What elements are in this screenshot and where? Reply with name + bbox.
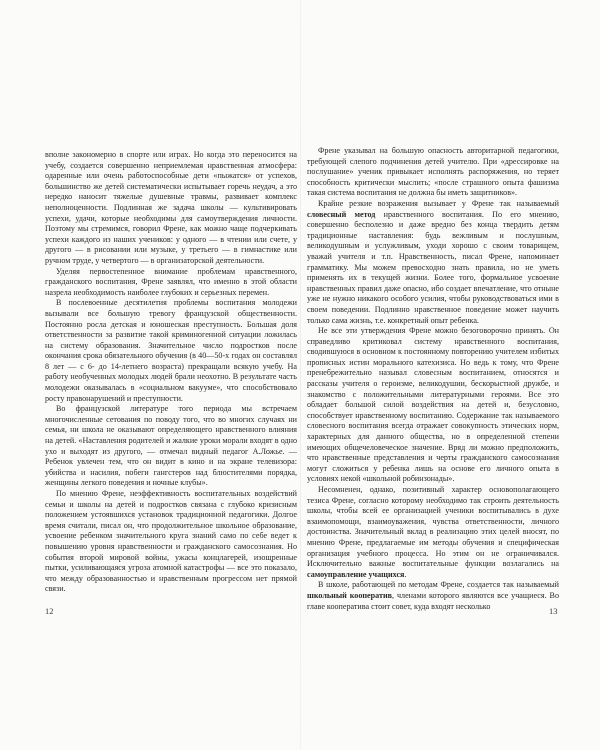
- paragraph: Крайне резкие возражения вызывает у Френе так называемый словесный метод нравственного воспитания. По его мнению, совершенно бесполезно и даже вредно без конца твердить детям традиционные наставления: будь вежливым и послушным, великодушным и услужливым, уходи хорошо с своим товарищем, уважай учителя и т.п. Нравственность, писал Френе, напоминает грамматику. Мы можем превосходно знать правила, но не уметь применять их в текущей жизни. Более того, формальное усвоение нравственных правил даже опасно, ибо создает впечатление, что отныне уже не нужно никакого особого усилия, чтобы руководствоваться ими в своем поведении. Подлинно нравственное поведение может научить только сама жизнь, т.е. конкретный опыт ребенка.: [307, 198, 559, 325]
- paragraph: Несомненен, однако, позитивный характер основополагающего тезиса Френе, согласно которому необходимо так строить деятельность школы, чтобы всей ее организацией ученики воспитывались в духе взаимопомощи, взаимоуважения, чувства ответственности, личного достоинства. Значительный вклад в реализацию этих целей вносят, по мнению Френе, предлагаемые им методы обучения и специфическая организация учебного процесса. Но этим он не ограничивался. Исключительно важные воспитательные функции возлагались на самоуправление учащихся.: [307, 485, 559, 579]
- paragraph: Френе указывал на большую опасность авторитарной педагогики, требующей слепого подчинения детей учителю. При «дрессировке на послушание» ученик привыкает исполнять распоряжения, но теряет способность критически мыслить; «после страшного опыта фашизма такая система воспитания не должна бы иметь защитников».: [307, 146, 559, 198]
- gutter: [300, 0, 301, 750]
- paragraph: Во французской литературе того периода мы встречаем многочисленные сетования по поводу того, что во многих случаях ни семья, ни школа не оказывают определяющего нравственного влияния на детей. «Наставления родителей и жалкие уроки морали входят в одно ухо и выходят из другого, — отмечал видный педагог А.Ложье. — Ребенок увлечен тем, что он видит в кино и на экране телевизора: убийства и насилия, побеги гангстеров над блюстителями порядка, женщины легкого поведения и ночные клубы».: [45, 404, 297, 488]
- paragraph: По мнению Френе, неэффективность воспитательных воздействий семьи и школы на детей и подростков связана с глубоко кризисным положением устоявшихся установок традиционной педагогики. Долгое время считали, писал он, что продолжительное школьное образование, усвоение ребенком значительного круга знаний само по себе ведет к повышению уровня нравственности и гражданского самосознания. Но события второй мировой войны, ужасы концлагерей, изощренные пытки, усиливающаяся угроза атомной катастрофы — все это показало, что между образованностью и нравственным прогрессом нет прямой связи.: [45, 489, 297, 594]
- paragraph: вполне закономерно в спорте или играх. Но когда это переносится на учебу, создается совершенно неприемлемая нравственная атмосфера: одаренные или очень работоспособные дети «пыжатся» от успехов, большинство же детей систематически испытывает горечь неудач, а это нередко наносит тяжелые душевные травмы, развивает комплекс неполноценности. Подлинная же задача школы — культивировать успехи, удачи, которые необходимы для самоутверждения личности. Поэтому мы стремимся, говорил Френе, как можно чаще подчеркивать успехи каждого из наших учеников: у одного — в чтении или счете, у другого — в рисовании или музыке, у третьего — в гимнастике или ручном труде, у четвертого — в организаторской деятельности.: [45, 150, 297, 265]
- paragraph: В школе, работающей по методам Френе, создается так называемый школьный кооператив, членами которого являются все учащиеся. Во главе кооператива стоит совет, куда входят несколько: [307, 580, 559, 611]
- paragraph: Уделяя первостепенное внимание проблемам нравственного, гражданского воспитания, Френе заявлял, что именно в этой области назрела необходимость наиболее глубоких и серьезных перемен.: [45, 266, 297, 297]
- page-number-right: 13: [549, 606, 558, 616]
- left-page-text: [45, 150, 297, 595]
- right-page-text: [307, 146, 559, 612]
- page-number-left: 12: [45, 606, 54, 616]
- paragraph: В послевоенные десятилетия проблемы воспитания молодежи вызывали все большую тревогу французской общественности. Постоянно росла детская и юношеская преступность. Большая доля ответственности за развитие такой криминогенной ситуации ложилась на систему образования. Значительное число подростков после окончания срока обязательного обучения (в 40—50-х годах он составлял 8 лет — с 6- до 14-летнего возраста) прекращали всякую учебу. На работу необученных молодых людей брали неохотно. В результате часть молодежи оказывалась в «социальном вакууме», что способствовало росту правонарушений и преступности.: [45, 298, 297, 403]
- paragraph: Не все эти утверждения Френе можно безоговорочно принять. Он справедливо критиковал систему нравственного воспитания, сводившуюся в основном к постоянному повторению учителем избитых прописных истин морального катехизиса. Но ведь к тому, что Френе пренебрежительно называл словесным воспитанием, относятся и рассказы учителя о героизме, великодушии, бескорыстной дружбе, и знакомство с положительными литературными героями. Все это обладает большой силой воздействия на детей и, безусловно, способствует нравственному воспитанию. Содержание так называемого словесного воспитания всегда отражает совокупность этических норм, характерных для данного общества, но в определенной степени имеющих общечеловеческое значение. Вряд ли можно предположить, что нравственные представления и черты гражданского самосознания могут сложиться у ребенка лишь на основе его личного опыта в условиях некой «школьной робинзонады».: [307, 326, 559, 484]
